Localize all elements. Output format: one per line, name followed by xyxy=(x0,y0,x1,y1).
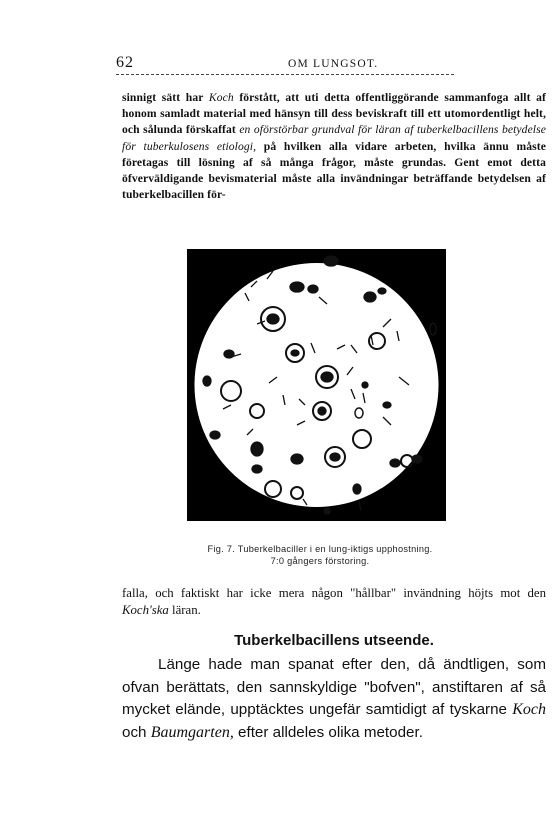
body-paragraph-2 xyxy=(122,585,546,619)
emphasized-phrase: en oförstörbar grundval för läran af tuberkelbacillens betydelse för tuberkulosens etiologi, xyxy=(122,123,546,153)
author-name-baumgarten: Baumgarten, xyxy=(150,723,234,741)
author-name-kochska: Koch'ska xyxy=(122,603,169,617)
microscope-field xyxy=(195,263,439,507)
page-header xyxy=(116,54,454,76)
text-run: läran. xyxy=(168,603,201,617)
body-paragraph-3 xyxy=(122,654,546,744)
figure-caption xyxy=(190,543,450,567)
running-title: OM LUNGSOT. xyxy=(288,58,379,70)
author-name-koch: Koch xyxy=(512,701,546,718)
text-run: på hvilken alla vidare arbeten, hvilka ännu måste företagas till lösning af så många frågor, måste grundas. Gent emot detta öfverväldigande bevismaterial måste alla invändningar beträffande betydelsen af tuberkelbacillen för- xyxy=(122,139,546,202)
section-heading: Tuberkelbacillens utseende. xyxy=(234,632,434,649)
text-run: Länge hade man spanat efter den, då ändtligen, som ofvan berättats, den sannskyldige "bofven", anstiftaren af så mycket elände, upptäcktes ungefär samtidigt af tyskarne xyxy=(122,656,546,718)
text-run: efter alldeles olika metoder. xyxy=(233,723,423,741)
text-run: förstått, att uti detta offentliggörande sammanfoga allt af honom samladt material med hänsyn till dess beviskraft till ett utomordentligt helt, och sålunda förskaffat xyxy=(122,91,546,137)
text-run: falla, och faktiskt har icke mera någon "hållbar" invändning höjts mot den xyxy=(122,586,546,600)
page-number: 62 xyxy=(116,54,134,71)
microscope-figure xyxy=(187,249,446,521)
bacilli-illustration xyxy=(187,249,446,521)
caption-line-2: 7:0 gångers förstoring. xyxy=(270,556,370,566)
text-run: sinnigt sätt har xyxy=(122,91,209,104)
text-run: och xyxy=(122,723,151,741)
author-name-koch: Koch xyxy=(208,91,234,104)
body-paragraph-1 xyxy=(122,90,546,203)
caption-line-1: Fig. 7. Tuberkelbaciller i en lung-iktigs upphostning. xyxy=(207,544,433,554)
header-rule xyxy=(116,74,454,75)
